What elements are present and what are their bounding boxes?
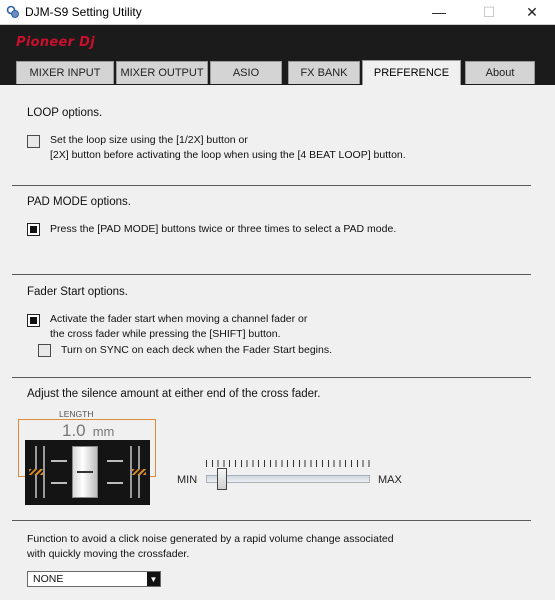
click-noise-value: NONE [33, 573, 64, 585]
app-icon [6, 5, 20, 19]
window-title: DJM-S9 Setting Utility [25, 5, 142, 19]
silence-slider-track[interactable] [206, 475, 370, 483]
slider-ticks [206, 460, 370, 467]
silence-zone-right [132, 469, 146, 475]
divider [12, 185, 531, 186]
fader-start-label-line1: Activate the fader start when moving a channel fader or [50, 313, 308, 325]
silence-zone-left [29, 469, 43, 475]
pioneer-dj-logo: Pioneer Dj [16, 35, 95, 50]
title-bar [0, 0, 555, 24]
close-button[interactable]: ✕ [526, 3, 538, 20]
length-unit: mm [92, 424, 115, 439]
click-noise-line2: with quickly moving the crossfader. [27, 548, 190, 560]
loop-size-label-line1: Set the loop size using the [1/2X] button or [50, 134, 248, 146]
fader-start-checkbox[interactable] [27, 314, 40, 327]
loop-size-checkbox[interactable] [27, 135, 40, 148]
crossfader-knob [72, 446, 98, 498]
tab-preference[interactable]: PREFERENCE [362, 60, 461, 85]
slider-max-label: MAX [378, 474, 402, 486]
tab-fx-bank[interactable]: FX BANK [288, 61, 360, 84]
chevron-down-icon[interactable]: ▼ [147, 572, 160, 586]
fader-track [43, 446, 45, 498]
crossfader-graphic [25, 440, 150, 505]
length-label: LENGTH [59, 409, 94, 419]
divider [12, 377, 531, 378]
length-readout [62, 421, 114, 441]
divider [12, 274, 531, 275]
fader-tick [51, 460, 67, 462]
click-noise-description [27, 532, 394, 562]
sync-fader-start-label: Turn on SYNC on each deck when the Fader Start begins. [61, 344, 333, 356]
tab-about[interactable]: About [465, 61, 535, 84]
silence-adjust-title: Adjust the silence amount at either end of the cross fader. [27, 388, 321, 400]
fader-start-options-title: Fader Start options. [27, 286, 128, 298]
tab-asio[interactable]: ASIO [210, 61, 282, 84]
pad-mode-label: Press the [PAD MODE] buttons twice or three times to select a PAD mode. [50, 223, 397, 235]
loop-size-label-line2: [2X] button before activating the loop when using the [4 BEAT LOOP] button. [50, 149, 406, 161]
preference-panel [0, 85, 555, 600]
fader-tick [51, 482, 67, 484]
fader-tick [107, 460, 123, 462]
click-noise-line1: Function to avoid a click noise generated by a rapid volume change associated [27, 533, 394, 545]
loop-options-title: LOOP options. [27, 107, 103, 119]
silence-slider-thumb[interactable] [217, 468, 227, 490]
tab-mixer-input[interactable]: MIXER INPUT [16, 61, 114, 84]
click-noise-select[interactable] [27, 571, 161, 587]
sync-fader-start-checkbox[interactable] [38, 344, 51, 357]
pad-mode-options-title: PAD MODE options. [27, 196, 131, 208]
maximize-button[interactable]: ☐ [482, 3, 496, 20]
fader-start-label-line2: the cross fader while pressing the [SHIFT] button. [50, 328, 281, 340]
fader-start-label [50, 312, 307, 342]
slider-min-label: MIN [177, 474, 198, 486]
length-value: 1.0 [62, 421, 86, 440]
loop-size-label [50, 133, 406, 163]
divider [12, 520, 531, 521]
fader-tick [107, 482, 123, 484]
pad-mode-checkbox[interactable] [27, 223, 40, 236]
minimize-button[interactable]: — [432, 4, 446, 20]
tab-mixer-output[interactable]: MIXER OUTPUT [116, 61, 208, 84]
